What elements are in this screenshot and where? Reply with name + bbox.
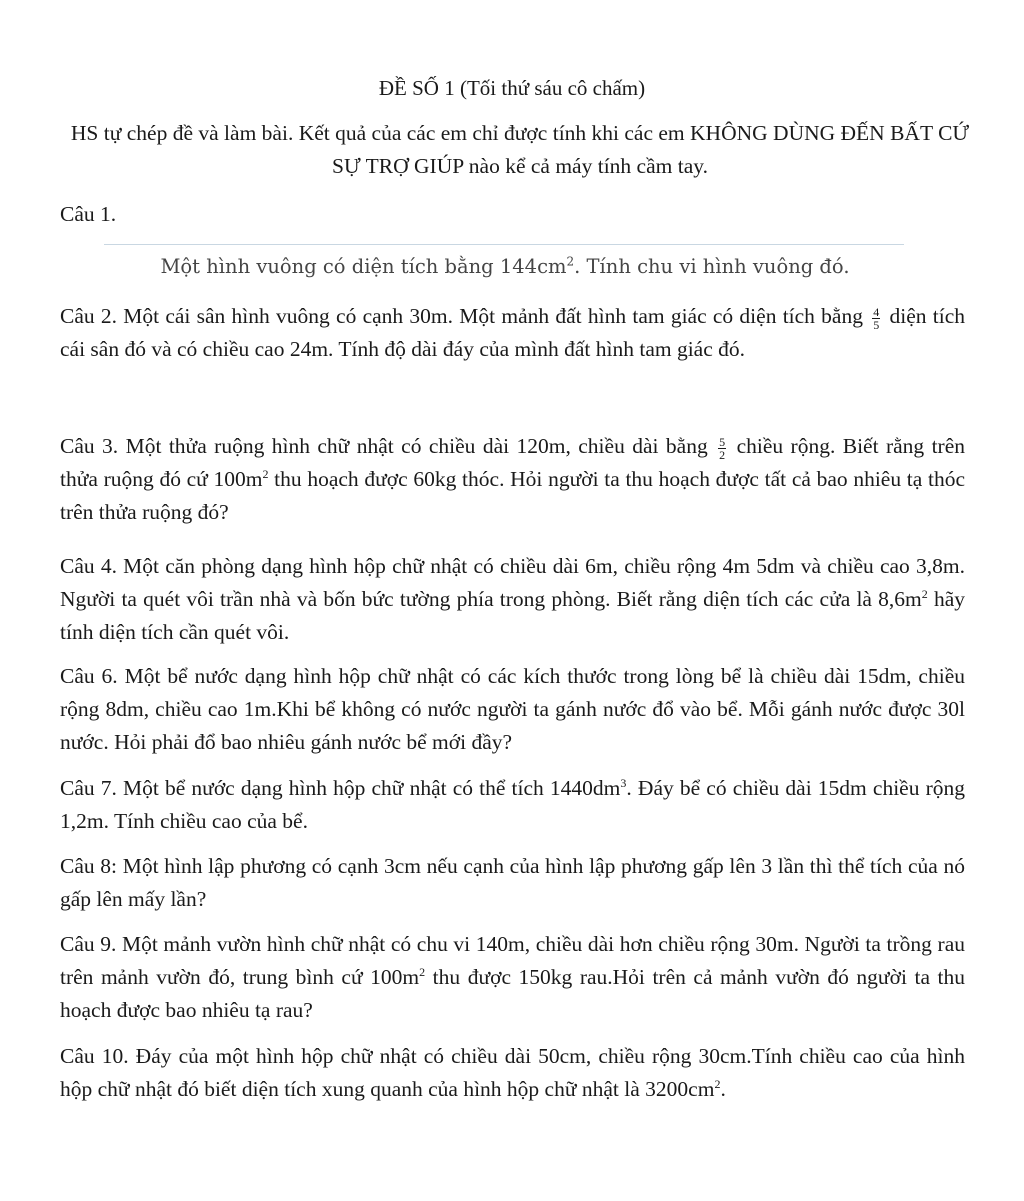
fraction: $\frac{5}{2}$ xyxy=(719,434,726,462)
question-8: Câu 8: Một hình lập phương có cạnh 3cm nếu cạnh của hình lập phương gấp lên 3 lần thì thể tích của nó gấp lên mấy lần? xyxy=(60,854,965,911)
question-7: Câu 7. Một bể nước dạng hình hộp chữ nhật có thể tích $1440dm^3$. Đáy bể có chiều dài 15dm chiều rộng 1,2m. Tính chiều cao của bể. xyxy=(60,775,965,833)
question-10: Câu 10. Đáy của một hình hộp chữ nhật có chiều dài 50cm, chiều rộng 30cm.Tính chiều cao của hình hộp chữ nhật đó biết diện tích xung quanh của hình hộp chữ nhật là $3200cm^2$. xyxy=(60,1044,965,1101)
question-2: Câu 2. Một cái sân hình vuông có cạnh 30m. Một mảnh đất hình tam giác có diện tích bằng $\frac{4}{5}$ diện tích cái sân đó và có chiều cao 24m. Tính độ dài đáy của mình đất hình tam giác đó. xyxy=(60,304,965,361)
question-6: Câu 6. Một bể nước dạng hình hộp chữ nhật có các kích thước trong lòng bể là chiều dài 15dm, chiều rộng 8dm, chiều cao 1m.Khi bể không có nước người ta gánh nước đổ vào bể. Mỗi gánh nước được 30l nước. Hỏi phải đổ bao nhiêu gánh nước bể mới đầy? xyxy=(60,664,965,754)
page-title: ĐỀ SỐ 1 (Tối thứ sáu cô chấm) xyxy=(378,76,646,100)
question-4: Câu 4. Một căn phòng dạng hình hộp chữ nhật có chiều dài 6m, chiều rộng 4m 5dm và chiều cao 3,8m. Người ta quét vôi trần nhà và bốn bức tường phía trong phòng. Biết rằng diện tích các cửa là $8,6m^2$ hãy tính diện tích cần quét vôi. xyxy=(60,554,965,644)
intro-paragraph: HS tự chép đề và làm bài. Kết quả của các em chỉ được tính khi các em KHÔNG DÙNG ĐẾN BẤT CỨ SỰ TRỢ GIÚP nào kể cả máy tính cầm tay. xyxy=(70,121,970,178)
question-1-label: Câu 1. xyxy=(60,202,117,226)
question-3: Câu 3. Một thửa ruộng hình chữ nhật có chiều dài 120m, chiều dài bằng $\frac{5}{2}$ chiều rộng. Biết rằng trên thửa ruộng đó cứ $100m^2$ thu hoạch được 60kg thóc. Hỏi người ta thu hoạch được tất cả bao nhiêu tạ thóc trên thửa ruộng đó? xyxy=(60,434,966,524)
fraction: $\frac{4}{5}$ xyxy=(873,304,880,332)
question-9: Câu 9. Một mảnh vườn hình chữ nhật có chu vi 140m, chiều dài hơn chiều rộng 30m. Người ta trồng rau trên mảnh vườn đó, trung bình cứ $100m^2$ thu được 150kg rau.Hỏi trên cả mảnh vườn đó người ta thu hoạch được bao nhiêu tạ rau? xyxy=(60,932,965,1022)
question-1-text: Một hình vuông có diện tích bằng $144cm^2$. Tính chu vi hình vuông đó. xyxy=(160,254,850,278)
